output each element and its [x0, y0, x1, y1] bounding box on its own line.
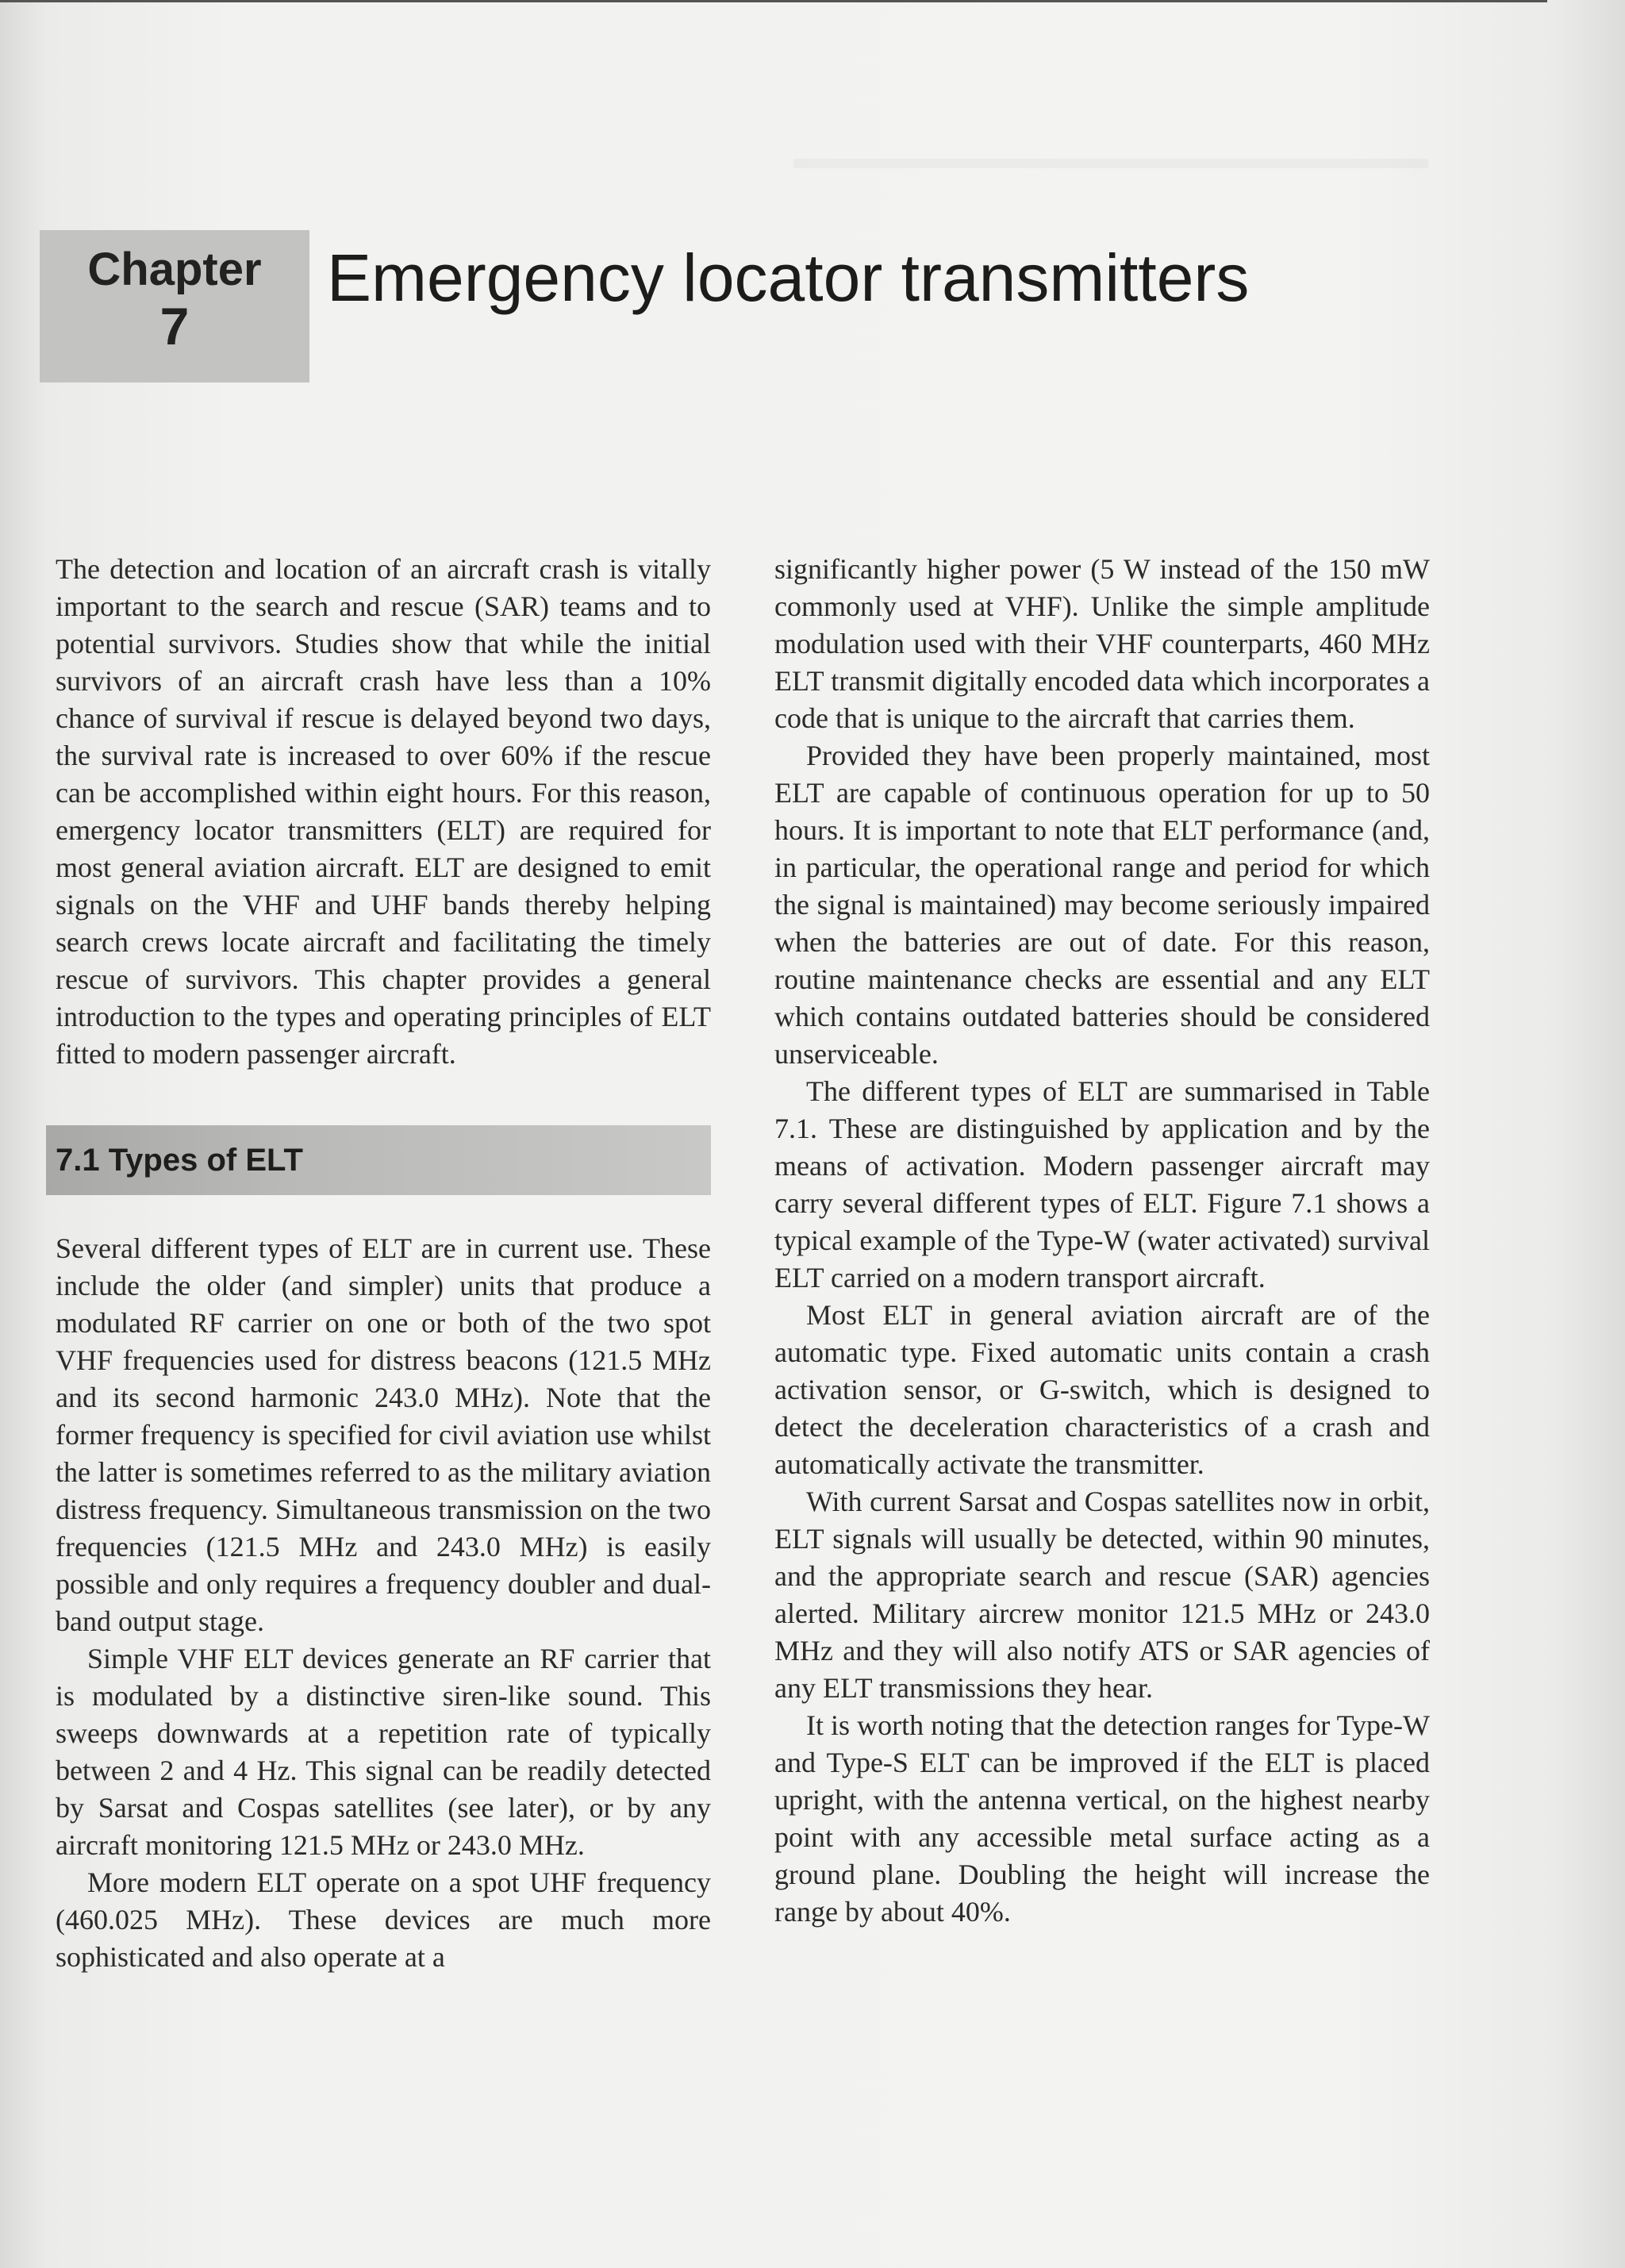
- paragraph: significantly higher power (5 W instead of the 150 mW commonly used at VHF). Unlike the simple amplitude modulation used with their VHF counterparts, 460 MHz ELT transmit digitally encoded data which incorporates a code that is unique to the aircraft that carries them.: [774, 553, 1430, 734]
- paragraph: Simple VHF ELT devices generate an RF carrier that is modulated by a distinctive siren-like sound. This sweeps downwards at a repetition rate of typically between 2 and 4 Hz. This signal can be readily detected by Sarsat and Cospas satellites (see later), or by any aircraft monitoring 121.5 MHz or 243.0 MHz.: [56, 1643, 711, 1861]
- paragraph: It is worth noting that the detection ranges for Type-W and Type-S ELT can be improved if the ELT is placed upright, with the antenna vertical, on the highest nearby point with any accessible metal surface acting as a ground plane. Doubling the height will increase the range by about 40%.: [774, 1709, 1430, 1928]
- paragraph: With current Sarsat and Cospas satellites now in orbit, ELT signals will usually be detected, within 90 minutes, and the appropriate search and rescue (SAR) agencies alerted. Military aircrew monitor 121.5 MHz or 243.0 MHz and they will also notify ATS or SAR agencies of any ELT transmissions they hear.: [774, 1486, 1430, 1704]
- page-top-edge: [0, 0, 1547, 2]
- paragraph: Several different types of ELT are in current use. These include the older (and simpler) units that produce a modulated RF carrier on one or both of the two spot VHF frequencies used for distress beacons (121.5 MHz and its second harmonic 243.0 MHz). Note that the former frequency is specified for civil aviation use whilst the latter is sometimes referred to as the military aviation distress frequency. Simultaneous transmission on the two frequencies (121.5 MHz and 243.0 MHz) is easily possible and only requires a frequency doubler and dual-band output stage.: [56, 1232, 711, 1637]
- section-heading: 7.1 Types of ELT: [56, 1143, 303, 1178]
- paragraph: The different types of ELT are summarised in Table 7.1. These are distinguished by application and by the means of activation. Modern passenger aircraft may carry several different types of ELT. Figure 7.1 shows a typical example of the Type-W (water activated) survival ELT carried on a modern transport aircraft.: [774, 1075, 1430, 1294]
- show-through-shadow: [793, 159, 1428, 168]
- section-heading-bar: [46, 1125, 711, 1195]
- right-column: [774, 551, 1430, 1931]
- chapter-number: 7: [159, 297, 190, 356]
- left-column: [56, 551, 711, 1976]
- chapter-title: Emergency locator transmitters: [327, 240, 1250, 315]
- intro-paragraph: The detection and location of an aircraft crash is vitally important to the search and rescue (SAR) teams and to potential survivors. Studies show that while the initial survivors of an aircraft crash have less than a 10% chance of survival if rescue is delayed beyond two days, the survival rate is increased to over 60% if the rescue can be accomplished within eight hours. For this reason, emergency locator transmitters (ELT) are required for most general aviation aircraft. ELT are designed to emit signals on the VHF and UHF bands thereby helping search crews locate aircraft and facilitating the timely rescue of survivors. This chapter provides a general introduction to the types and operating principles of ELT fitted to modern passenger aircraft.: [56, 553, 711, 1070]
- paragraph: More modern ELT operate on a spot UHF frequency (460.025 MHz). These devices are much more sophisticated and also operate at a: [56, 1866, 711, 1973]
- paragraph: Provided they have been properly maintained, most ELT are capable of continuous operation for up to 50 hours. It is important to note that ELT performance (and, in particular, the operational range and period for which the signal is maintained) may become seriously impaired when the batteries are out of date. For this reason, routine maintenance checks are essential and any ELT which contains outdated batteries should be considered unserviceable.: [774, 740, 1430, 1070]
- chapter-label: Chapter: [87, 244, 262, 295]
- paragraph: Most ELT in general aviation aircraft are of the automatic type. Fixed automatic units contain a crash activation sensor, or G-switch, which is designed to detect the deceleration characteristics of a crash and automatically activate the transmitter.: [774, 1299, 1430, 1480]
- chapter-badge: [40, 230, 309, 382]
